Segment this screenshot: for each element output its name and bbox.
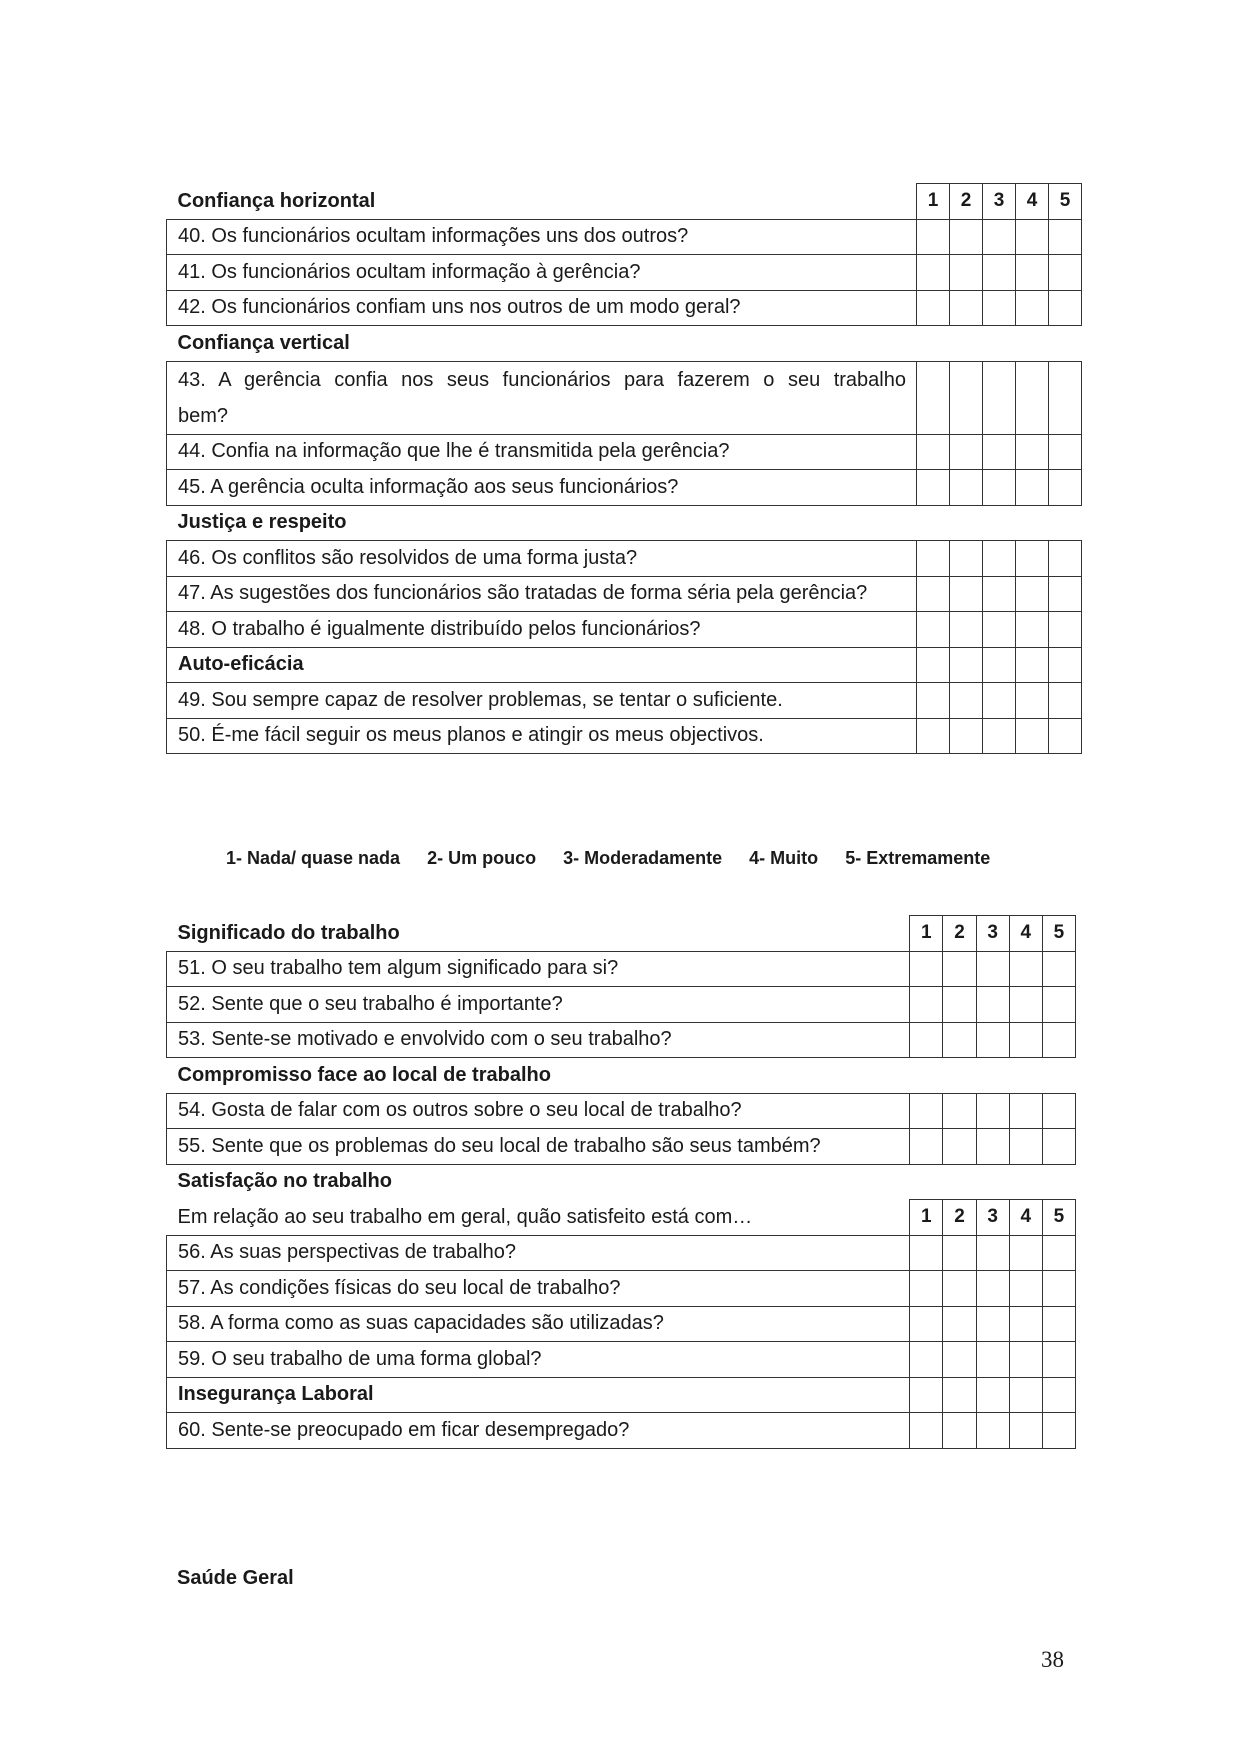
answer-cell-2[interactable] (943, 1235, 976, 1271)
question-row (167, 1022, 1076, 1058)
answer-cell-3[interactable] (983, 718, 1016, 754)
section-title-saude-geral: Saúde Geral (177, 1567, 294, 1589)
answer-cell-2[interactable] (950, 718, 983, 754)
section-title: Confiança horizontal (177, 189, 376, 212)
answer-cell-2[interactable] (950, 683, 983, 719)
answer-cell-5[interactable] (1049, 255, 1082, 291)
answer-cell-5[interactable] (1042, 1413, 1075, 1449)
question-row (167, 683, 1082, 719)
answer-cell-3[interactable] (976, 1093, 1009, 1129)
question-text-line-2: bem? (178, 404, 229, 427)
question-text: 41. Os funcionários ocultam informação à gerência? (167, 255, 917, 291)
scale-header-1: 1 (910, 1200, 943, 1236)
answer-cell-1[interactable] (917, 541, 950, 577)
answer-cell-5[interactable] (1042, 1129, 1075, 1165)
scale-header-2: 2 (950, 184, 983, 220)
satisfacao-intro-text: Em relação ao seu trabalho em geral, quão satisfeito está com… (177, 1205, 753, 1228)
answer-cell-4[interactable] (1009, 951, 1042, 987)
answer-cell-5[interactable] (1049, 576, 1082, 612)
answer-cell-2[interactable] (950, 434, 983, 470)
answer-cell-5[interactable] (1042, 1093, 1075, 1129)
answer-cell-3[interactable] (983, 361, 1016, 434)
answer-cell-5[interactable] (1049, 434, 1082, 470)
question-text: 56. As suas perspectivas de trabalho? (167, 1235, 910, 1271)
scale-header-1: 1 (917, 184, 950, 220)
answer-cell-4[interactable] (1009, 987, 1042, 1023)
section-header-compromisso (167, 1058, 1076, 1094)
answer-cell-4[interactable] (1016, 541, 1049, 577)
scale-header-5: 5 (1042, 1200, 1075, 1236)
answer-cell-4[interactable] (1009, 1093, 1042, 1129)
question-row (167, 1235, 1076, 1271)
questionnaire-table-1 (166, 183, 1082, 754)
question-row (167, 987, 1076, 1023)
answer-cell-3[interactable] (983, 290, 1016, 326)
answer-cell-2[interactable] (950, 576, 983, 612)
answer-cell-3[interactable] (983, 612, 1016, 648)
scale-header-5: 5 (1049, 184, 1082, 220)
answer-cell-3[interactable] (976, 1271, 1009, 1307)
answer-cell-1[interactable] (917, 612, 950, 648)
question-text: 52. Sente que o seu trabalho é importante? (167, 987, 910, 1023)
answer-cell-5[interactable] (1042, 1342, 1075, 1378)
question-row (167, 219, 1082, 255)
answer-cell-1[interactable] (910, 987, 943, 1023)
answer-cell-5[interactable] (1049, 541, 1082, 577)
answer-cell-2[interactable] (943, 1306, 976, 1342)
section-header-auto-eficacia (167, 647, 1082, 683)
question-text: 49. Sou sempre capaz de resolver problemas, se tentar o suficiente. (167, 683, 917, 719)
question-row (167, 1306, 1076, 1342)
legend-item-4: 4- Muito (749, 848, 819, 868)
answer-cell-3[interactable] (976, 987, 1009, 1023)
question-text: 60. Sente-se preocupado em ficar desempregado? (167, 1413, 910, 1449)
scale-header-3: 3 (976, 1200, 1009, 1236)
answer-cell-1[interactable] (910, 1342, 943, 1378)
question-row (167, 361, 1082, 434)
answer-cell-2[interactable] (943, 1271, 976, 1307)
legend-item-3: 3- Moderadamente (563, 848, 723, 868)
answer-cell-4[interactable] (1016, 361, 1049, 434)
scale-header-4: 4 (1016, 184, 1049, 220)
answer-cell-4[interactable] (1016, 219, 1049, 255)
question-row (167, 576, 1082, 612)
satisfacao-intro-row (167, 1200, 1076, 1236)
answer-cell-4[interactable] (1009, 1306, 1042, 1342)
answer-cell-4[interactable] (1009, 1235, 1042, 1271)
question-row (167, 255, 1082, 291)
section-header-justica (167, 505, 1082, 541)
section-title: Insegurança Laboral (167, 1377, 910, 1413)
answer-cell-1[interactable] (910, 1093, 943, 1129)
question-text: 48. O trabalho é igualmente distribuído pelos funcionários? (167, 612, 917, 648)
answer-cell-3[interactable] (983, 576, 1016, 612)
legend-item-1: 1- Nada/ quase nada (226, 848, 401, 868)
question-text: 46. Os conflitos são resolvidos de uma forma justa? (167, 541, 917, 577)
answer-cell-4[interactable] (1016, 718, 1049, 754)
answer-cell-4[interactable] (1009, 1129, 1042, 1165)
answer-cell-1[interactable] (917, 434, 950, 470)
section-header-satisfacao (167, 1164, 1076, 1200)
section-header-confianca-vertical (167, 326, 1082, 362)
answer-cell-3[interactable] (976, 1235, 1009, 1271)
answer-cell-4[interactable] (1009, 1413, 1042, 1449)
section-title: Satisfação no trabalho (177, 1170, 392, 1193)
scale-header-4: 4 (1009, 1200, 1042, 1236)
question-text: 53. Sente-se motivado e envolvido com o seu trabalho? (167, 1022, 910, 1058)
answer-cell-2[interactable] (943, 1342, 976, 1378)
scale-header-1: 1 (910, 916, 943, 952)
section-header-confianca-horizontal (167, 184, 1082, 220)
question-text: 58. A forma como as suas capacidades são utilizadas? (167, 1306, 910, 1342)
answer-cell-2[interactable] (943, 1093, 976, 1129)
question-row (167, 434, 1082, 470)
answer-cell-5[interactable] (1042, 1022, 1075, 1058)
scale-header-3: 3 (976, 916, 1009, 952)
answer-cell-4[interactable] (1016, 683, 1049, 719)
answer-cell-2[interactable] (943, 1129, 976, 1165)
answer-cell-2[interactable] (950, 541, 983, 577)
answer-cell-4[interactable] (1009, 1271, 1042, 1307)
question-row (167, 1093, 1076, 1129)
question-text: 59. O seu trabalho de uma forma global? (167, 1342, 910, 1378)
question-text: 54. Gosta de falar com os outros sobre o seu local de trabalho? (167, 1093, 910, 1129)
question-row (167, 1413, 1076, 1449)
answer-cell-4[interactable] (1009, 1022, 1042, 1058)
question-text: 42. Os funcionários confiam uns nos outros de um modo geral? (167, 290, 917, 326)
answer-cell-3[interactable] (976, 1129, 1009, 1165)
scale-header-5: 5 (1042, 916, 1075, 952)
answer-cell-5[interactable] (1049, 219, 1082, 255)
answer-cell-4[interactable] (1016, 434, 1049, 470)
section-title: Auto-eficácia (167, 647, 917, 683)
answer-cell-2[interactable] (943, 1413, 976, 1449)
question-text: 47. As sugestões dos funcionários são tratadas de forma séria pela gerência? (167, 576, 917, 612)
scale-header-2: 2 (943, 1200, 976, 1236)
section-title: Confiança vertical (177, 331, 350, 354)
answer-cell-2[interactable] (950, 470, 983, 506)
question-row (167, 470, 1082, 506)
question-row (167, 290, 1082, 326)
question-row (167, 951, 1076, 987)
answer-cell-1[interactable] (910, 1129, 943, 1165)
scale-legend (226, 848, 1012, 869)
answer-cell-1[interactable] (917, 219, 950, 255)
answer-cell-5[interactable] (1042, 1271, 1075, 1307)
scale-header-3: 3 (983, 184, 1016, 220)
answer-cell-5[interactable] (1049, 718, 1082, 754)
answer-cell-1[interactable] (917, 576, 950, 612)
answer-cell-4[interactable] (1016, 470, 1049, 506)
answer-cell-2[interactable] (950, 219, 983, 255)
answer-cell-5[interactable] (1042, 1235, 1075, 1271)
answer-cell-3[interactable] (983, 541, 1016, 577)
answer-cell-3[interactable] (983, 683, 1016, 719)
answer-cell-3[interactable] (983, 434, 1016, 470)
answer-cell-1[interactable] (917, 470, 950, 506)
section-title: Justiça e respeito (177, 511, 347, 534)
question-row (167, 1271, 1076, 1307)
answer-cell-2[interactable] (943, 951, 976, 987)
answer-cell-3[interactable] (976, 1022, 1009, 1058)
answer-cell-5[interactable] (1049, 470, 1082, 506)
question-text: 45. A gerência oculta informação aos seus funcionários? (167, 470, 917, 506)
question-row (167, 541, 1082, 577)
answer-cell-1[interactable] (910, 1413, 943, 1449)
question-text: 57. As condições físicas do seu local de trabalho? (167, 1271, 910, 1307)
answer-cell-3[interactable] (976, 1306, 1009, 1342)
answer-cell-1[interactable] (917, 255, 950, 291)
answer-cell-2[interactable] (950, 255, 983, 291)
answer-cell-5[interactable] (1042, 1306, 1075, 1342)
answer-cell-3[interactable] (976, 951, 1009, 987)
answer-cell-1[interactable] (910, 951, 943, 987)
legend-item-2: 2- Um pouco (427, 848, 537, 868)
scale-header-2: 2 (943, 916, 976, 952)
answer-cell-4[interactable] (1016, 576, 1049, 612)
answer-cell-5[interactable] (1049, 612, 1082, 648)
answer-cell-2[interactable] (950, 290, 983, 326)
answer-cell-1[interactable] (910, 1306, 943, 1342)
question-text: 44. Confia na informação que lhe é transmitida pela gerência? (167, 434, 917, 470)
answer-cell-1[interactable] (917, 718, 950, 754)
answer-cell-3[interactable] (976, 1342, 1009, 1378)
answer-cell-2[interactable] (943, 987, 976, 1023)
answer-cell-1[interactable] (910, 1271, 943, 1307)
answer-cell-5[interactable] (1049, 290, 1082, 326)
question-row (167, 1342, 1076, 1378)
question-text: 51. O seu trabalho tem algum significado para si? (167, 951, 910, 987)
legend-item-5: 5- Extremamente (845, 848, 991, 868)
scale-header-4: 4 (1009, 916, 1042, 952)
questionnaire-table-2 (166, 915, 1076, 1449)
answer-cell-2[interactable] (943, 1022, 976, 1058)
question-row (167, 1129, 1076, 1165)
answer-cell-3[interactable] (983, 255, 1016, 291)
answer-cell-5[interactable] (1042, 987, 1075, 1023)
answer-cell-4[interactable] (1016, 612, 1049, 648)
answer-cell-1[interactable] (917, 290, 950, 326)
answer-cell-3[interactable] (976, 1413, 1009, 1449)
answer-cell-4[interactable] (1016, 290, 1049, 326)
section-title: Significado do trabalho (177, 921, 400, 944)
answer-cell-4[interactable] (1016, 255, 1049, 291)
section-header-significado (167, 916, 1076, 952)
answer-cell-4[interactable] (1009, 1342, 1042, 1378)
question-row (167, 612, 1082, 648)
question-text: 50. É-me fácil seguir os meus planos e atingir os meus objectivos. (167, 718, 917, 754)
answer-cell-1[interactable] (917, 683, 950, 719)
answer-cell-5[interactable] (1049, 683, 1082, 719)
answer-cell-1[interactable] (910, 1235, 943, 1271)
answer-cell-5[interactable] (1042, 951, 1075, 987)
answer-cell-5[interactable] (1049, 361, 1082, 434)
question-text (167, 361, 917, 434)
section-title: Compromisso face ao local de trabalho (177, 1063, 551, 1086)
answer-cell-1[interactable] (917, 361, 950, 434)
answer-cell-1[interactable] (910, 1022, 943, 1058)
answer-cell-2[interactable] (950, 612, 983, 648)
answer-cell-3[interactable] (983, 470, 1016, 506)
question-row (167, 718, 1082, 754)
section-header-inseguranca (167, 1377, 1076, 1413)
answer-cell-2[interactable] (950, 361, 983, 434)
question-text: 40. Os funcionários ocultam informações uns dos outros? (167, 219, 917, 255)
answer-cell-3[interactable] (983, 219, 1016, 255)
page-number: 38 (1041, 1647, 1064, 1672)
question-text: 55. Sente que os problemas do seu local de trabalho são seus também? (167, 1129, 910, 1165)
question-text-line-1: 43. A gerência confia nos seus funcionários para fazerem o seu trabalho (178, 368, 906, 391)
